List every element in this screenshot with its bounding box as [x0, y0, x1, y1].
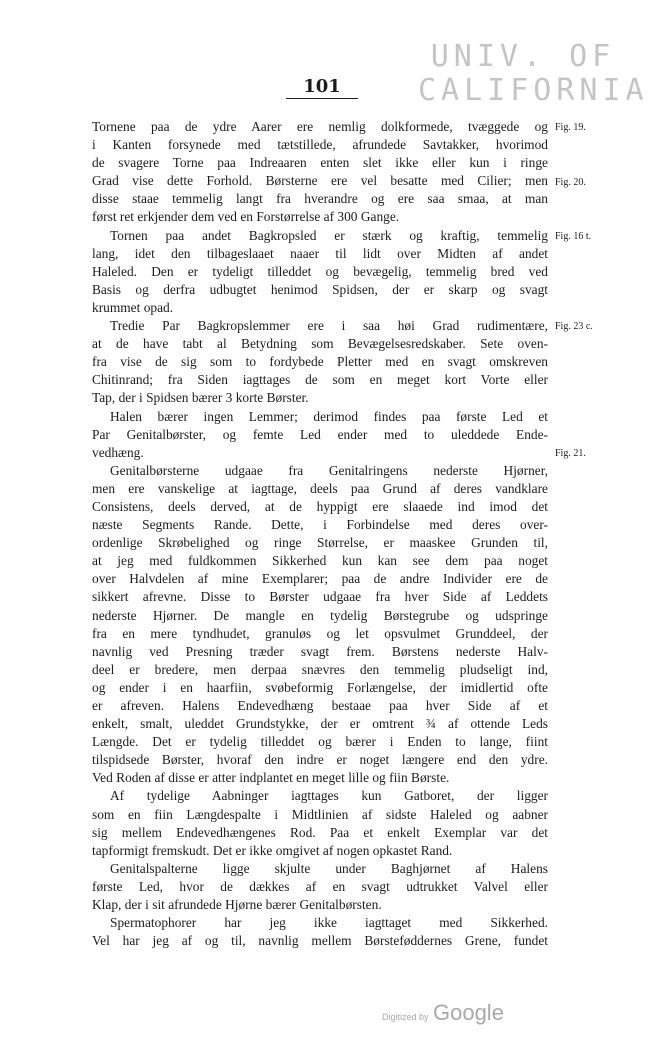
page-number-rule	[286, 98, 358, 99]
text-line: sikkert afrevne. Disse to Børster udgaae fra hver Side af Leddets	[92, 589, 548, 605]
text-line: Ved Roden af disse er atter indplantet en meget lille og fiin Børste.	[92, 770, 450, 786]
margin-figure-ref: Fig. 23 c.	[555, 321, 593, 332]
text-line: Haleled. Den er tydeligt tilleddet og bevægelig, temmelig bred ved	[92, 263, 548, 279]
text-line: i Kanten forsynede med tætstillede, afrundede Savtakker, hvorimod	[92, 137, 548, 153]
text-line: Vel har jeg af og til, navnlig mellem Børsteføddernes Grene, fundet	[92, 933, 548, 949]
margin-figure-ref: Fig. 16 t.	[555, 231, 592, 242]
margin-figure-ref: Fig. 19.	[555, 122, 586, 133]
text-line: disse staae temmelig langt fra hverandre og ere saa smaa, at man	[92, 191, 548, 207]
margin-figure-ref: Fig. 21.	[555, 448, 586, 459]
text-line: fra en mere tyndhudet, granuløs og let opsvulmet Grunddeel, der	[92, 625, 548, 641]
body-text	[92, 118, 548, 950]
text-line: men ere vanskelige at iagttage, deels paa Grund af deres vandklare	[92, 480, 548, 496]
text-line: krummet opad.	[92, 299, 174, 315]
text-line: tapformigt fremskudt. Det er ikke omgivet af nogen opkastet Rand.	[92, 842, 453, 858]
text-line: Chitinrand; fra Siden iagttages de som en meget kort Vorte eller	[92, 372, 548, 388]
library-stamp	[418, 39, 649, 108]
text-line: Klap, der i sit afrundede Hjørne bærer Genitalbørsten.	[92, 897, 382, 913]
text-line: og ender i en haarfiin, svøbeformig Forlængelse, der imidlertid ofte	[92, 679, 548, 695]
text-line: Længde. Det er tydelig tilleddet og bærer i Enden to lange, fiint	[92, 734, 548, 750]
text-line: Tornen paa andet Bagkropsled er stærk og kraftig, temmelig	[110, 227, 548, 243]
text-line: Consistens, deels derved, at de hyppigt ere slaaede ind imod det	[92, 498, 548, 514]
text-line: nederste Hjørner. De mangle en tydelig Børstegrube og udspringe	[92, 607, 548, 623]
text-line: sig mellem Endevedhængenes Rod. Paa et enkelt Exemplar var det	[92, 824, 548, 840]
text-line: over Halvdelen af mine Exemplarer; paa de andre Individer ere de	[92, 571, 548, 587]
text-line: fra vise de sig som to fordybede Pletter med en svagt omskreven	[92, 354, 548, 370]
text-line: de svagere Torne paa Indreaaren enten slet ikke eller kun i ringe	[92, 155, 548, 171]
margin-figure-ref: Fig. 20.	[555, 177, 586, 188]
stamp-line-1: UNIV. OF	[430, 39, 616, 74]
text-line: næste Segments Rande. Dette, i Forbindelse med deres over-	[92, 517, 548, 533]
text-line: at jeg med fuldkommen Sikkerhed kun kan see dem paa noget	[92, 553, 548, 569]
text-line: Spermatophorer har jeg ikke iagttaget med Sikkerhed.	[110, 915, 548, 931]
text-line: er afreven. Halens Endevedhæng bestaae paa hver Side af et	[92, 698, 548, 713]
google-wordmark: Google	[432, 1000, 504, 1025]
text-line: Tornene paa de ydre Aarer ere nemlig dolkformede, tvæggede og	[92, 119, 548, 134]
text-line: Genitalbørsterne udgaae fra Genitalringens nederste Hjørner,	[110, 462, 548, 478]
text-line: Tap, der i Spidsen bærer 3 korte Børster.	[92, 390, 309, 406]
text-line: Genitalspalterne ligge skjulte under Baghjørnet af Halens	[110, 860, 548, 876]
digitized-label: Digitized by	[382, 1012, 429, 1022]
text-line: navnlig ved Presning træder svagt frem. Børstens nederste Halv-	[92, 643, 548, 659]
text-line: første Led, hvor de dækkes af en svagt udtrukket Valvel eller	[92, 878, 548, 894]
text-line: at de have tabt al Betydning som Bevægelsesredskaber. Sete oven-	[92, 336, 548, 352]
text-line: ordenlige Skrøbelighed og ringe Størrelse, er maaskee Grunden til,	[92, 535, 548, 551]
page-number: 101	[303, 76, 341, 97]
text-line: Af tydelige Aabninger iagttages kun Gatboret, der ligger	[110, 788, 548, 804]
text-line: Basis og derfra udbugtet henimod Spidsen, der er skarp og svagt	[92, 281, 548, 297]
text-line: lang, idet den tilbageslaaet naaer til lidt over Midten af andet	[92, 245, 548, 261]
text-line: enkelt, smalt, uleddet Grundstykke, der er omtrent ¾ af ottende Leds	[92, 716, 548, 732]
text-line: som en fiin Længdespalte i Midtlinien af sidste Haleled og aabner	[92, 806, 548, 822]
text-line: Grad vise dette Forhold. Børsterne ere vel besatte med Cilier; men	[92, 173, 548, 189]
stamp-line-2: CALIFORNIA	[418, 73, 649, 108]
digitized-by-google-watermark	[382, 1000, 504, 1026]
text-line: Tredie Par Bagkropslemmer ere i saa høi Grad rudimentære,	[110, 318, 548, 334]
text-line: først ret erkjender dem ved en Forstørrelse af 300 Gange.	[92, 209, 400, 225]
text-line: Par Genitalbørster, og femte Led ender med to uleddede Ende-	[92, 426, 548, 442]
text-line: deel er bredere, men derpaa snævres den temmelig pludseligt ind,	[92, 661, 548, 677]
text-line: Halen bærer ingen Lemmer; derimod findes paa første Led et	[110, 408, 548, 424]
text-line: vedhæng.	[92, 444, 144, 460]
text-line: tilspidsede Børster, hvoraf den indre er noget længere end den ydre.	[92, 752, 548, 768]
